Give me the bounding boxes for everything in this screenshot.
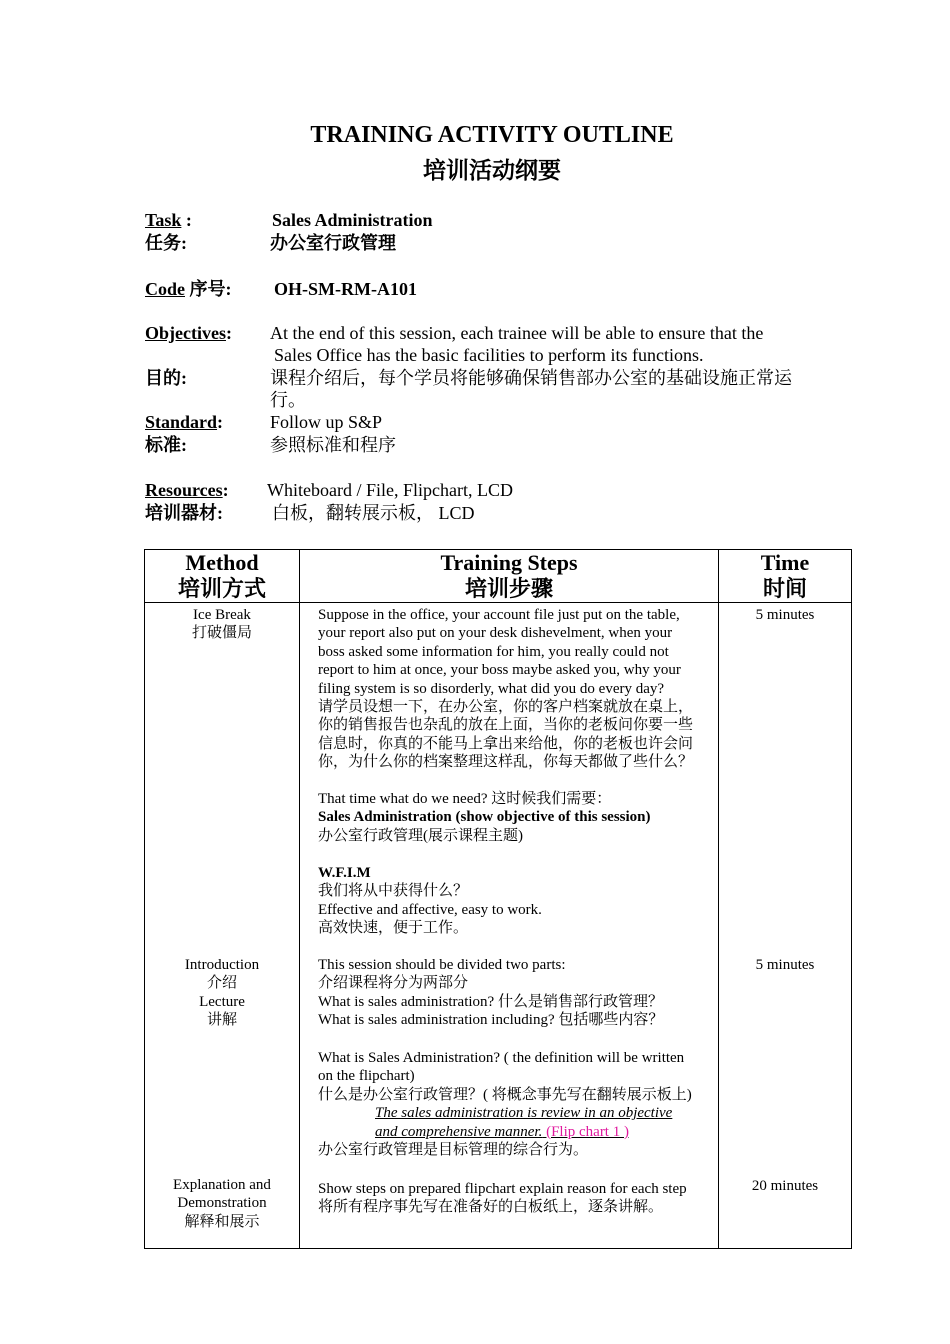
objectives-line2: Sales Office has the basic facilities to perform its functions. [274, 345, 704, 365]
steps-ice-break: Suppose in the office, your account file just put on the table, your report also put on your desk dishevelment, when your boss asked some information for him, you really could not report to him at once, your boss maybe asked you, why your filing system is so disorderly, what did you do every day? 请学员设想一下，在办公室，你的客户档案就放在桌上， 你的销售报告也杂乱的放在上面，当你的老板问你要一些 信息时，你真的不能马上拿出来给他，你的老板也许会问 你，为什么你的档案整理这样乱，你每天都做了些什么？ [318, 607, 694, 771]
standard-value: Follow up S&P [270, 412, 383, 432]
resources-value: Whiteboard / File, Flipchart, LCD [267, 480, 513, 500]
standard-label-cn: 标准: [145, 435, 187, 455]
objectives-label-cn: 目的: [145, 368, 187, 388]
task-label-cn: 任务: [145, 233, 187, 253]
table-header-row [145, 550, 852, 603]
page-title-cn: 培训活动纲要 [423, 158, 561, 183]
header-time: Time 时间 [719, 550, 852, 603]
time-ice-break: 5 minutes [755, 607, 815, 623]
resources-label: Resources: [145, 480, 229, 500]
time-cell [719, 603, 852, 1249]
method-cell [145, 603, 300, 1249]
resources-value-cn: 白板，翻转展示板， LCD [272, 503, 475, 523]
method-explanation: Explanation and Demonstration 解释和展示 [173, 1177, 271, 1230]
method-introduction: Introduction 介绍 Lecture 讲解 [184, 957, 260, 1029]
code-label: Code 序号: [145, 279, 232, 299]
task-value-cn: 办公室行政管理 [270, 233, 396, 253]
page-title: TRAINING ACTIVITY OUTLINE [310, 122, 674, 148]
header-training-steps: Training Steps 培训步骤 [300, 550, 719, 603]
header-method: Method 培训方式 [145, 550, 300, 603]
task-value: Sales Administration [272, 210, 433, 230]
standard-label: Standard: [145, 412, 224, 432]
objectives-cn-line1: 课程介绍后，每个学员将能够确保销售部办公室的基础设施正常运 [270, 368, 792, 388]
flip-chart-note: (Flip chart 1 ) [542, 1123, 629, 1140]
steps-definition: What is Sales Administration? ( the definition will be written on the flipchart) 什么是办公室行政管理？( 将概念事先写在翻转展示板上) The sales administration is review in an objective and comprehensive manner. (Flip chart 1 ) 办公室行政管理是目标管理的综合行为。 [318, 1050, 692, 1159]
standard-value-cn: 参照标准和程序 [270, 435, 396, 455]
time-introduction: 5 minutes [755, 957, 815, 973]
steps-need: That time what do we need? 这时候我们需要： Sales Administration (show objective of this session) 办公室行政管理(展示课程主题) [318, 791, 651, 844]
code-value: OH-SM-RM-A101 [274, 279, 417, 299]
training-outline-table [144, 549, 852, 1249]
table-row [145, 603, 852, 1249]
steps-explanation: Show steps on prepared flipchart explain reason for each step 将所有程序事先写在准备好的白板纸上，逐条讲解。 [318, 1181, 687, 1216]
resources-label-cn: 培训器材: [145, 503, 223, 523]
method-ice-break: Ice Break 打破僵局 [191, 607, 252, 642]
objectives-line1: At the end of this session, each trainee will be able to ensure that the [270, 323, 764, 343]
task-label: Task : [145, 210, 192, 230]
steps-introduction: This session should be divided two parts: 介绍课程将分为两部分 What is sales administration? 什么是销售部行政管理？ What is sales administration including? 包括哪些内容？ [318, 957, 664, 1029]
steps-wfim: W.F.I.M 我们将从中获得什么？ Effective and affective, easy to work. 高效快速，便于工作。 [318, 865, 542, 937]
time-explanation: 20 minutes [751, 1178, 819, 1194]
objectives-label: Objectives: [145, 323, 232, 343]
steps-cell [300, 603, 719, 1249]
objectives-cn-line2: 行。 [270, 390, 306, 410]
